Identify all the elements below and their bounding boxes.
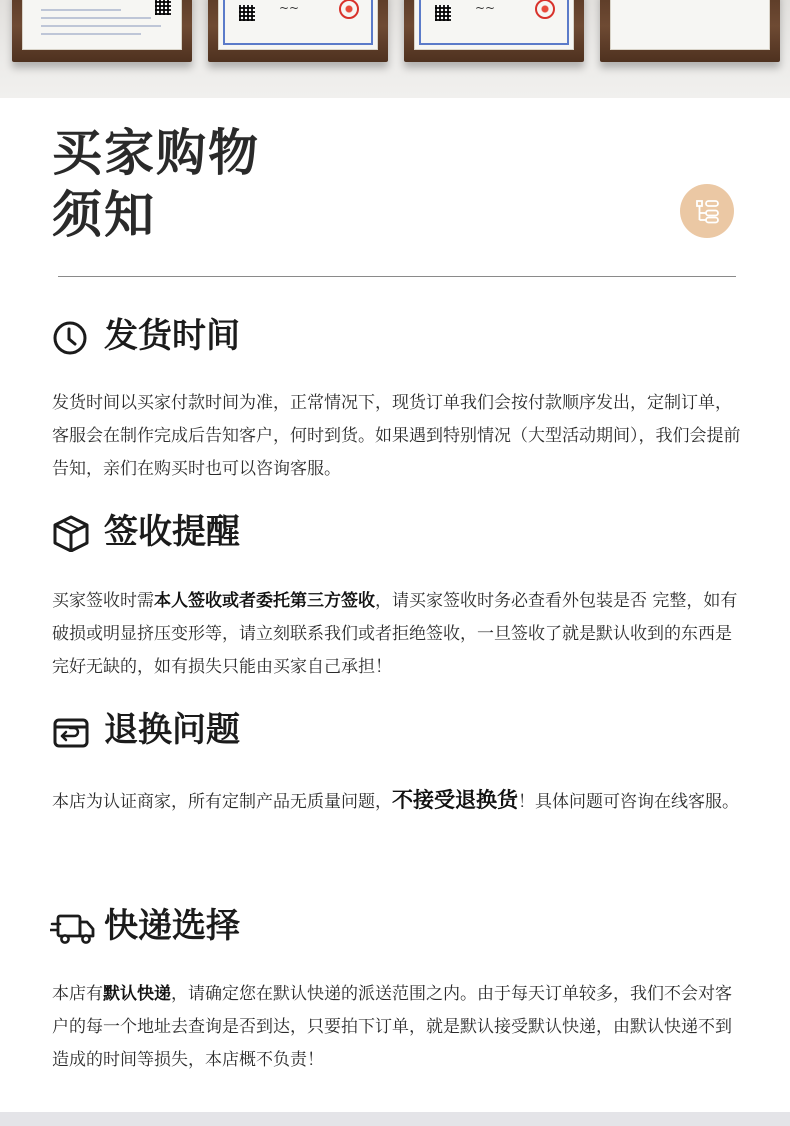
text-segment: 本店为认证商家，所有定制产品无质量问题， xyxy=(52,792,392,812)
page-title-line-2: 须知 xyxy=(52,186,156,244)
text-segment: ，请买家签收时务必查看外包装是否 完整，如有破损或明显挤压变形等，请立刻联系我们或者拒绝签收，一旦签收了就是默认收到的东西是完好无缺的，如有损失只能由买家自己承担！ xyxy=(52,591,738,677)
title-divider xyxy=(58,276,736,277)
package-icon xyxy=(52,514,90,552)
section-title: 退换问题 xyxy=(104,710,240,750)
section-title: 发货时间 xyxy=(104,316,240,356)
bottom-band xyxy=(0,1112,790,1126)
section-text-signing xyxy=(52,585,742,684)
qr-code-icon xyxy=(155,0,171,15)
text-emphasis: 默认快递 xyxy=(103,984,171,1004)
official-seal-icon xyxy=(339,0,359,19)
section-text-shipping: 发货时间以买家付款时间为准，正常情况下，现货订单我们会按付款顺序发出，定制订单，客服会在制作完成后告知客户，何时到货。如果遇到特别情况（大型活动期间），我们会提前告知，亲们在购买时也可以咨询客服。 xyxy=(52,393,741,479)
qr-code-icon xyxy=(435,5,451,21)
text-emphasis: 本人签收或者委托第三方签收 xyxy=(154,591,375,611)
certificate-frame-4 xyxy=(600,0,780,62)
delivery-truck-icon xyxy=(50,908,96,946)
text-segment: 买家签收时需 xyxy=(52,591,154,611)
section-text-returns xyxy=(52,784,742,819)
certificate-frame-2: ~~ xyxy=(208,0,388,62)
text-segment: ，请确定您在默认快递的派送范围之内。由于每天订单较多，我们不会对客户的每一个地址去查询是否到达，只要拍下订单，就是默认接受默认快递，由默认快递不到造成的时间等损失，本店概不负责！ xyxy=(52,984,732,1070)
certificate-frame-3: ~~ xyxy=(404,0,584,62)
section-title: 快递选择 xyxy=(104,906,240,946)
qr-code-icon xyxy=(239,5,255,21)
page-title xyxy=(52,122,472,246)
list-badge-icon xyxy=(680,184,734,238)
text-segment: ！具体问题可咨询在线客服。 xyxy=(518,792,739,812)
official-seal-icon xyxy=(535,0,555,19)
certificate-frame-1 xyxy=(12,0,192,62)
page-title-line-1: 买家购物 xyxy=(52,124,260,182)
section-title: 签收提醒 xyxy=(104,512,240,552)
text-emphasis: 不接受退换货 xyxy=(392,788,518,812)
section-text-courier xyxy=(52,978,742,1077)
certificate-frames-strip xyxy=(0,0,790,98)
return-icon xyxy=(52,712,90,750)
text-segment: 本店有 xyxy=(52,984,103,1004)
clock-icon xyxy=(52,318,90,356)
